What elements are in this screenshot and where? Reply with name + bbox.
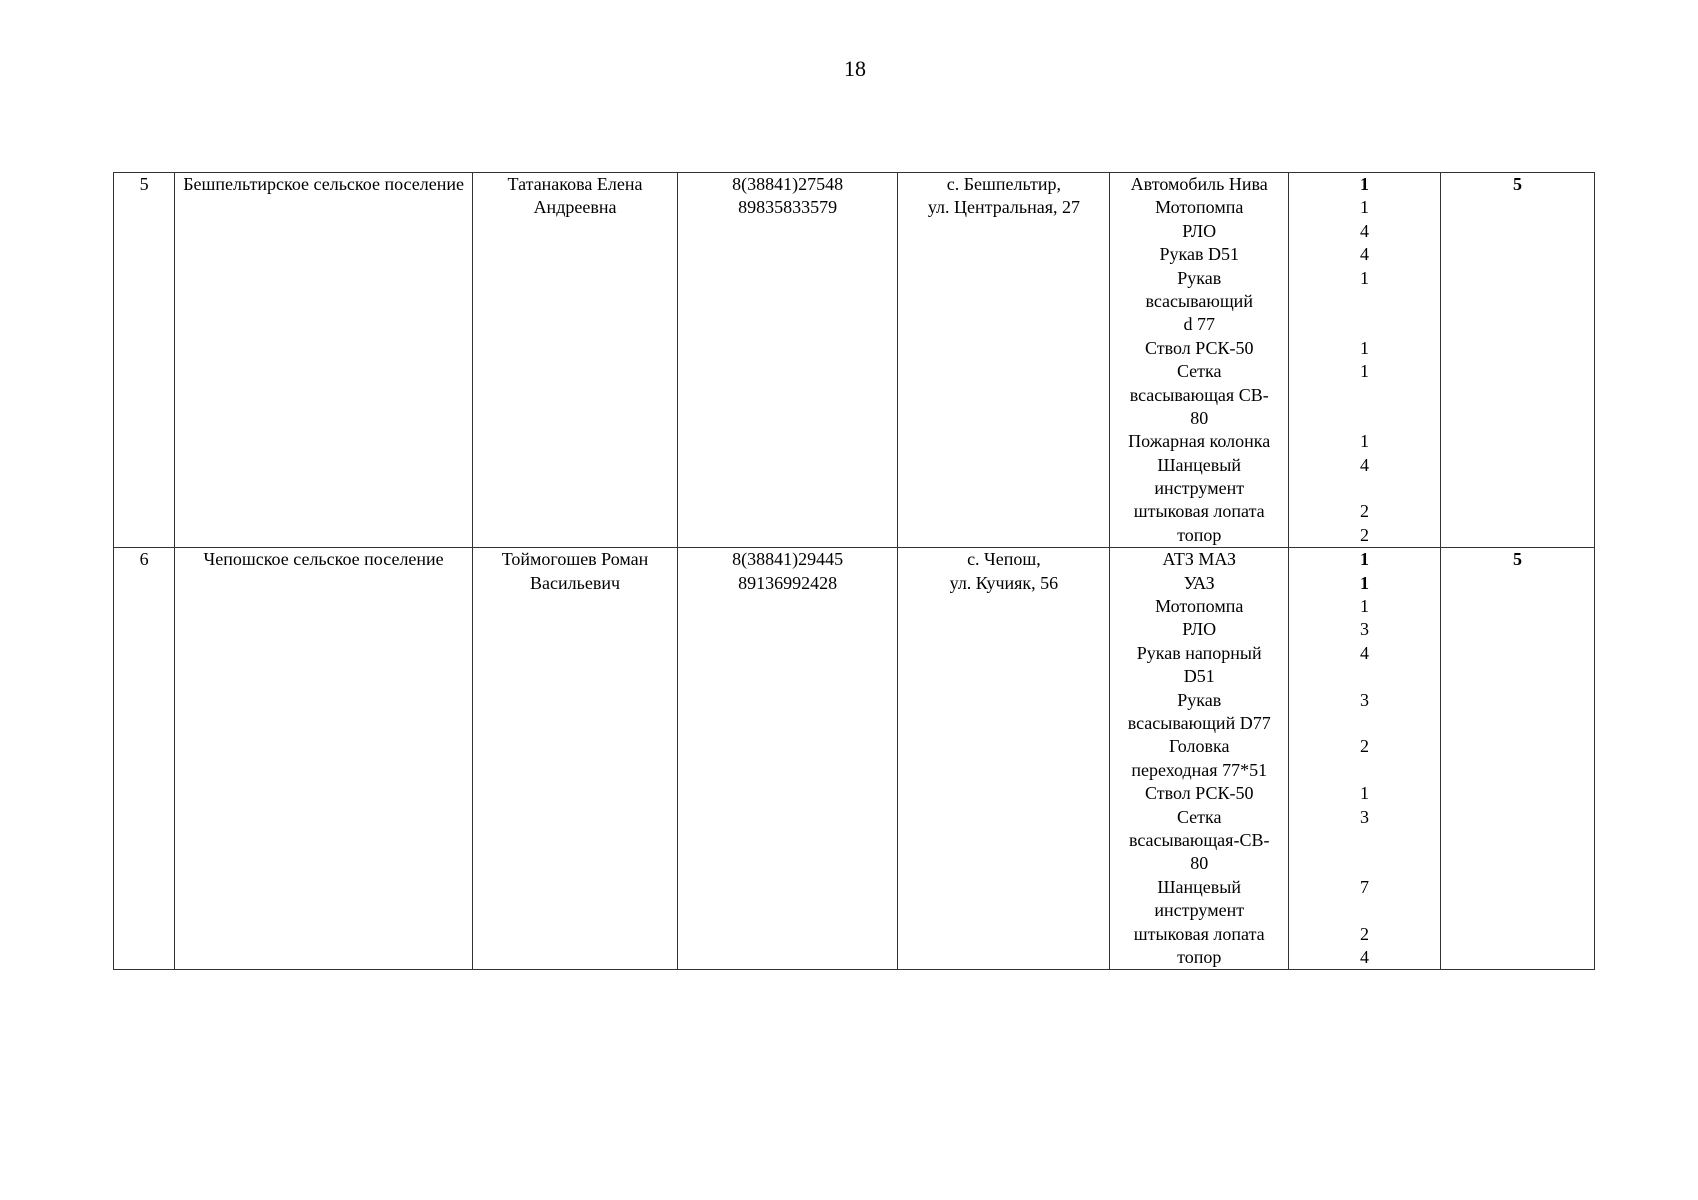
equipment-line: всасывающий D77 [1127,712,1271,733]
equipment-line: 80 [1190,407,1209,428]
equipment-line: Ствол РСК-50 [1144,337,1254,358]
equipment-cell [1110,173,1288,548]
equipment-line: всасывающая-СВ- [1128,829,1270,850]
quantity-line [1293,852,1436,875]
equipment-line: штыковая лопата [1133,501,1265,522]
quantity-line: 3 [1359,619,1369,640]
quantity-line: 2 [1359,736,1369,757]
settlement-name: Чепошское сельское поселение [175,548,473,970]
quantity-line [1293,313,1436,336]
quantity-line: 2 [1359,923,1369,944]
phone-cell [678,548,898,970]
quantity-line: 1 [1359,431,1369,452]
quantity-line: 1 [1359,572,1369,593]
quantity-line: 1 [1359,549,1369,570]
quantity-line [1293,665,1436,688]
equipment-line: переходная 77*51 [1131,759,1268,780]
equipment-line: Головка [1168,736,1230,757]
quantity-line [1293,290,1436,313]
equipment-line: Рукав напорный [1136,642,1262,663]
address-line: с. Бешпельтир, [946,174,1062,194]
equipment-line: штыковая лопата [1133,923,1265,944]
phone-line: 89136992428 [738,572,838,593]
quantity-line [1293,712,1436,735]
resources-table [113,172,1595,970]
equipment-line: инструмент [1154,900,1245,921]
address-cell [898,548,1110,970]
equipment-line: Шанцевый [1157,876,1242,897]
equipment-line: РЛО [1182,619,1217,640]
address-line: ул. Центральная, 27 [927,197,1080,218]
quantity-line: 3 [1359,689,1369,710]
phone-line: 8(38841)27548 [732,174,844,194]
row-number: 5 [114,173,175,548]
equipment-line: Рукав D51 [1159,244,1239,265]
quantity-line: 1 [1359,337,1369,358]
equipment-line: Сетка [1176,361,1222,382]
equipment-line: всасывающий [1145,290,1253,311]
table-row [114,173,1595,548]
quantity-line: 4 [1359,244,1369,265]
quantity-line: 4 [1359,220,1369,241]
table-row [114,548,1595,970]
page-number: 18 [844,56,866,81]
quantity-line [1293,477,1436,500]
quantity-line [1293,759,1436,782]
quantity-line: 1 [1359,596,1369,617]
contact-person: Тоймогошев Роман Васильевич [473,548,678,970]
equipment-line: Рукав [1177,267,1222,288]
quantity-line [1293,829,1436,852]
quantity-line: 2 [1359,524,1369,545]
equipment-line: Мотопомпа [1155,596,1244,617]
equipment-line: всасывающая СВ- [1129,384,1269,405]
equipment-line: УАЗ [1183,572,1215,593]
phone-cell [678,173,898,548]
quantity-line: 4 [1359,946,1369,967]
equipment-line: 80 [1190,853,1209,874]
equipment-line: топор [1177,946,1222,967]
equipment-line: инструмент [1154,478,1245,499]
equipment-line: топор [1177,524,1222,545]
phone-line: 89835833579 [738,197,838,218]
equipment-line: Автомобиль Нива [1130,174,1268,194]
address-line: с. Чепош, [967,549,1041,570]
phone-line: 8(38841)29445 [732,549,844,570]
equipment-line: Ствол РСК-50 [1144,783,1254,804]
equipment-line: Рукав [1177,689,1222,710]
address-line: ул. Кучияк, 56 [949,572,1059,593]
quantity-line: 1 [1359,267,1369,288]
quantity-cell [1288,173,1440,548]
quantity-line: 2 [1359,501,1369,522]
quantity-line: 4 [1359,642,1369,663]
equipment-line: РЛО [1182,220,1217,241]
quantity-line [1293,384,1436,407]
quantity-line: 3 [1359,806,1369,827]
quantity-line: 1 [1359,361,1369,382]
quantity-line: 1 [1359,197,1369,218]
quantity-line: 7 [1359,876,1369,897]
address-cell [898,173,1110,548]
equipment-line: Мотопомпа [1155,197,1244,218]
equipment-line: Шанцевый [1157,454,1242,475]
equipment-cell [1110,548,1288,970]
equipment-line: D51 [1183,666,1215,687]
row-number: 6 [114,548,175,970]
quantity-line [1293,407,1436,430]
quantity-line: 1 [1359,783,1369,804]
personnel-count: 5 [1440,173,1594,548]
quantity-cell [1288,548,1440,970]
settlement-name: Бешпельтирское сельское поселение [175,173,473,548]
equipment-line: d 77 [1183,314,1215,335]
quantity-line: 1 [1359,174,1369,194]
quantity-line: 4 [1359,454,1369,475]
quantity-line [1293,899,1436,922]
equipment-line: Сетка [1176,806,1222,827]
equipment-line: АТЗ МАЗ [1162,549,1236,570]
contact-person: Татанакова Елена Андреевна [473,173,678,548]
personnel-count: 5 [1440,548,1594,970]
equipment-line: Пожарная колонка [1128,431,1271,452]
